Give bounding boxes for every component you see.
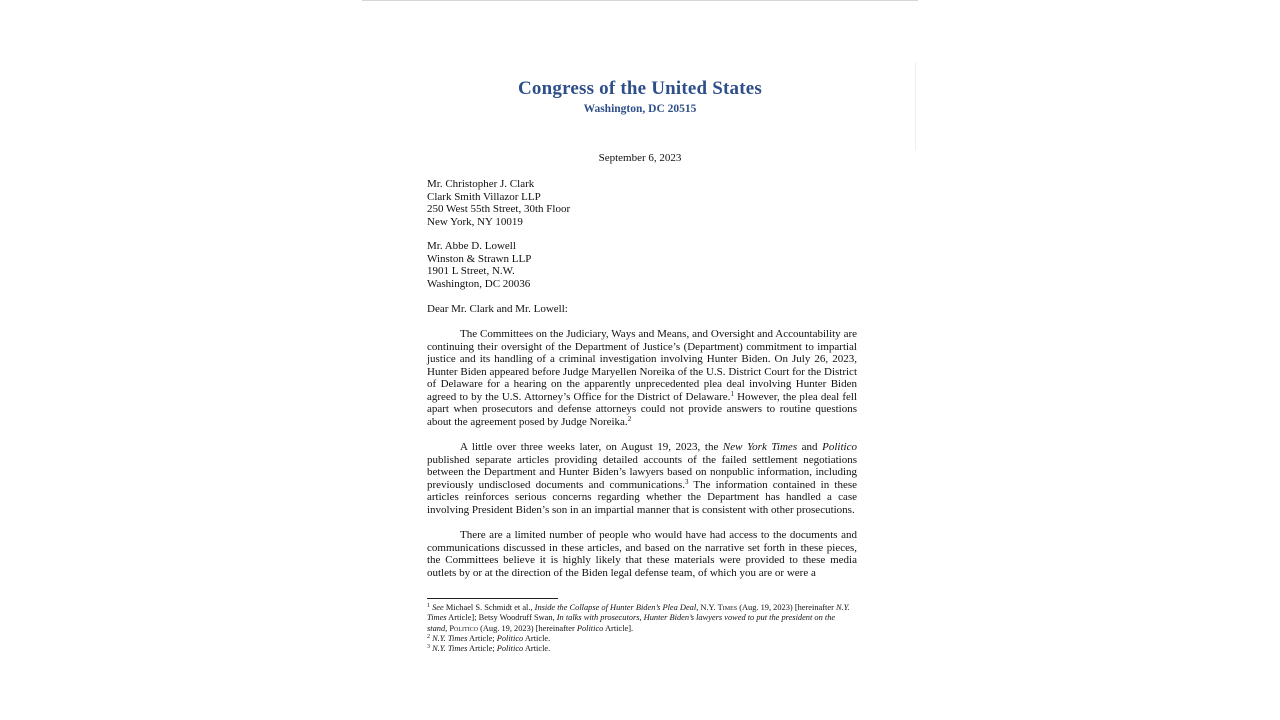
p2-and: and <box>797 441 823 453</box>
p2-text-c: The information contained in these articles reinforces serious concerns regarding whether the Department has handled a case involving President Biden’s son in an impartial manner that is consistent with other prosecutions. <box>427 478 857 516</box>
footnote-3 <box>427 644 857 654</box>
fn2-text: Article; <box>467 633 497 643</box>
p3-text: There are a limited number of people who would have had access to the documents and communications discussed in these articles, and based on the narrative set forth in these pieces, the Committees believe it is highly likely that these materials were provided to these media outlets by or at the direction of the Biden legal defense team, of which you are or were a <box>427 529 857 579</box>
footnote-ref-3: 3 <box>684 477 689 486</box>
recipient-address-lowell <box>427 240 857 290</box>
footnote-divider <box>427 598 558 599</box>
recipient-address-clark <box>427 178 857 228</box>
letterhead-title: Congress of the United States <box>518 78 762 99</box>
p2-text-a: A little over three weeks later, on August 19, 2023, the <box>460 441 723 453</box>
fn2-politico: Politico <box>496 633 524 643</box>
letterhead-subtitle: Washington, DC 20515 <box>583 103 697 115</box>
footnote-ref-2: 2 <box>627 414 632 423</box>
recipient-firm: Winston & Strawn LLP <box>427 252 532 265</box>
fn1-nyt: N.Y. Times <box>427 603 850 623</box>
footnote-number: 2 <box>427 633 430 640</box>
recipient-firm: Clark Smith Villazor LLP <box>427 190 541 203</box>
fn1-text: , <box>445 623 450 633</box>
fn1-article-title: In talks with prosecutors, Hunter Biden’s lawyers vowed to put the president on the stand <box>427 613 836 633</box>
fn1-times: Times <box>717 603 738 612</box>
fn2-text: Article. <box>523 633 551 643</box>
fn1-text: , N.Y. <box>696 603 718 612</box>
fn1-text: Article]; Betsy Woodruff Swan, <box>446 613 557 623</box>
recipient-city: Washington, DC 20036 <box>427 277 531 290</box>
fn1-see: See <box>432 603 444 612</box>
letter-date: September 6, 2023 <box>598 152 682 164</box>
fn3-nyt: N.Y. Times <box>432 644 468 654</box>
footnote-1 <box>427 603 857 634</box>
footnote-number: 1 <box>427 603 430 609</box>
recipient-street: 1901 L Street, N.W. <box>427 265 515 277</box>
footnote-2 <box>427 634 857 644</box>
p2-nyt: New York Times <box>722 441 798 453</box>
footnotes <box>427 603 857 654</box>
fn1-text: Article]. <box>603 623 634 633</box>
fn3-text: Article. <box>523 644 551 654</box>
fn1-text: (Aug. 19, 2023) [hereinafter <box>737 603 836 612</box>
fn1-text: Michael S. Schmidt et al., <box>443 603 535 612</box>
recipient-street: 250 West 55th Street, 30th Floor <box>427 203 571 215</box>
body-paragraph-1 <box>427 328 857 428</box>
footnote-ref-1: 1 <box>730 389 734 398</box>
fn2-nyt: N.Y. Times <box>432 633 468 643</box>
fn1-text: (Aug. 19, 2023) [hereinafter <box>478 623 577 633</box>
fn1-politico-sc: Politico <box>449 623 478 633</box>
fn3-text: Article; <box>467 644 497 654</box>
fn3-politico: Politico <box>496 644 524 654</box>
body-paragraph-2 <box>427 441 857 516</box>
recipient-name: Mr. Abbe D. Lowell <box>427 240 516 252</box>
page-top-border <box>362 0 918 1</box>
fn1-politico: Politico <box>576 623 604 633</box>
p1-text-a: The Committees on the Judiciary, Ways and Means, and Oversight and Accountability are continuing their oversight of the Department of Justice’s (Department) commitment to impartial justice and its handling of a criminal investigation involving Hunter Biden. On July 26, 2023, Hunter Biden appeared before Judge Maryellen Noreika of the U.S. District Court for the District of Delaware for a hearing on the apparently unprecedented plea deal involving Hunter Biden agreed to by the U.S. Attorney’s Office for the District of Delaware. <box>427 328 857 403</box>
p2-politico: Politico <box>822 441 857 453</box>
page-edge-mark <box>915 62 916 150</box>
body-paragraph-3 <box>427 529 857 579</box>
salutation: Dear Mr. Clark and Mr. Lowell: <box>427 303 568 315</box>
fn1-article-title: Inside the Collapse of Hunter Biden’s Plea Deal <box>534 603 697 612</box>
p2-text-b: published separate articles providing detailed accounts of the failed settlement negotiations between the Department and Hunter Biden’s lawyers based on nonpublic information, including previously undisclosed documents and communications. <box>427 453 857 491</box>
p1-text-b: However, the plea deal fell apart when prosecutors and defense attorneys could not provide answers to routine questions about the agreement posed by Judge Noreika. <box>427 390 857 428</box>
recipient-name: Mr. Christopher J. Clark <box>427 178 535 190</box>
recipient-city: New York, NY 10019 <box>427 215 523 228</box>
footnote-number: 3 <box>427 644 430 651</box>
